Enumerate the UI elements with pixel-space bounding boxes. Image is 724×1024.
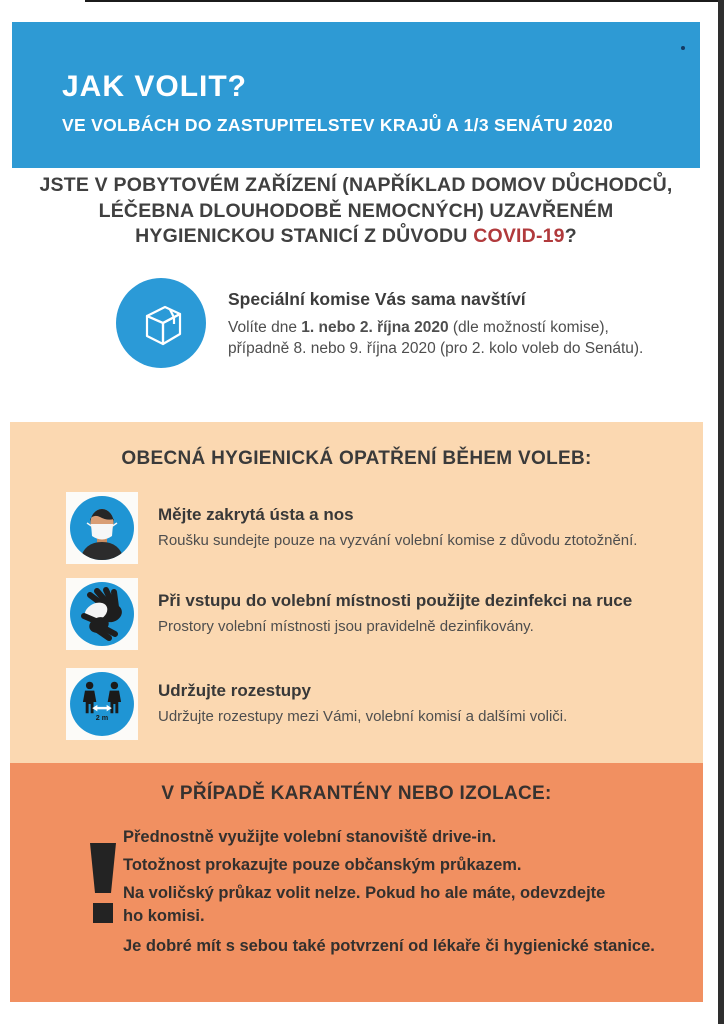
hygiene-item-mask — [66, 492, 637, 564]
quarantine-heading: V PŘÍPADĚ KARANTÉNY NEBO IZOLACE: — [161, 783, 552, 804]
page-subtitle: VE VOLBÁCH DO ZASTUPITELSTEV KRAJŮ A 1/3 SENÁTU 2020 — [62, 115, 614, 135]
header-banner — [12, 22, 700, 168]
hygiene-item-body: Prostory volební místnosti jsou pravidelně dezinfikovány. — [158, 618, 534, 635]
quarantine-line: ho komisi. — [123, 907, 205, 925]
hand-washing-icon — [66, 578, 138, 650]
visit-body-prefix: Volíte dne — [228, 319, 302, 336]
quarantine-section — [10, 763, 703, 1002]
hygiene-item-body: Udržujte rozestupy mezi Vámi, volební komisí a dalšími voliči. — [158, 708, 568, 725]
page-title: JAK VOLIT? — [62, 70, 248, 103]
visit-body-line-2: případně 8. nebo 9. října 2020 (pro 2. kolo voleb do Senátu). — [228, 339, 644, 357]
question-line-3-suffix: ? — [564, 225, 577, 247]
quarantine-text-block — [123, 826, 655, 963]
exclamation-mark-icon — [86, 843, 120, 930]
ballot-box-package-icon — [116, 278, 206, 368]
question-line-1: JSTE V POBYTOVÉM ZAŘÍZENÍ (NAPŘÍKLAD DOMOV DŮCHODCŮ, — [39, 174, 673, 196]
hygiene-item-text — [158, 492, 637, 564]
face-mask-icon — [66, 492, 138, 564]
scan-artifact-top-line — [85, 0, 724, 2]
quarantine-line: Totožnost prokazujte pouze občanským průkazem. — [123, 856, 522, 874]
social-distancing-icon — [66, 668, 138, 740]
quarantine-line: Je dobré mít s sebou také potvrzení od lékaře či hygienické stanice. — [123, 937, 655, 955]
scan-artifact-right-strip — [718, 0, 724, 1024]
visit-title: Speciální komise Vás sama navštíví — [228, 289, 526, 309]
quarantine-line: Přednostně využijte volební stanoviště drive-in. — [123, 828, 497, 846]
question-line-3-prefix: HYGIENICKOU STANICÍ Z DŮVODU — [135, 225, 474, 247]
special-commission-info — [116, 278, 643, 368]
scan-dot — [681, 46, 685, 50]
hygiene-item-body: Roušku sundejte pouze na vyzvání volební komise z důvodu ztotožnění. — [158, 532, 638, 549]
hygiene-item-disinfection — [66, 578, 632, 650]
hygiene-heading: OBECNÁ HYGIENICKÁ OPATŘENÍ BĚHEM VOLEB: — [121, 448, 592, 469]
question-heading — [0, 173, 712, 250]
visit-body-dates: 1. nebo 2. října 2020 — [301, 319, 449, 336]
question-line-3 — [0, 224, 712, 250]
visit-body-line-1 — [228, 318, 643, 338]
hygiene-item-title: Udržujte rozestupy — [158, 681, 312, 700]
question-line-2: LÉČEBNA DLOUHODOBĚ NEMOCNÝCH) UZAVŘENÉM — [98, 199, 614, 222]
covid-19-highlight: COVID-19 — [473, 225, 565, 247]
hygiene-item-title: Při vstupu do volební místnosti použijte dezinfekci na ruce — [158, 591, 633, 610]
hygiene-item-text — [158, 668, 567, 740]
quarantine-line: Na voličský průkaz volit nelze. Pokud ho ale máte, odevzdejte — [123, 884, 606, 902]
hygiene-item-title: Mějte zakrytá ústa a nos — [158, 505, 354, 524]
hygiene-item-text — [158, 578, 632, 650]
hygiene-section — [10, 422, 703, 763]
distance-label: 2 m — [95, 712, 109, 722]
visit-text-block — [228, 278, 643, 368]
hygiene-item-distance — [66, 668, 567, 740]
visit-body-suffix: (dle možností komise), — [448, 319, 609, 336]
